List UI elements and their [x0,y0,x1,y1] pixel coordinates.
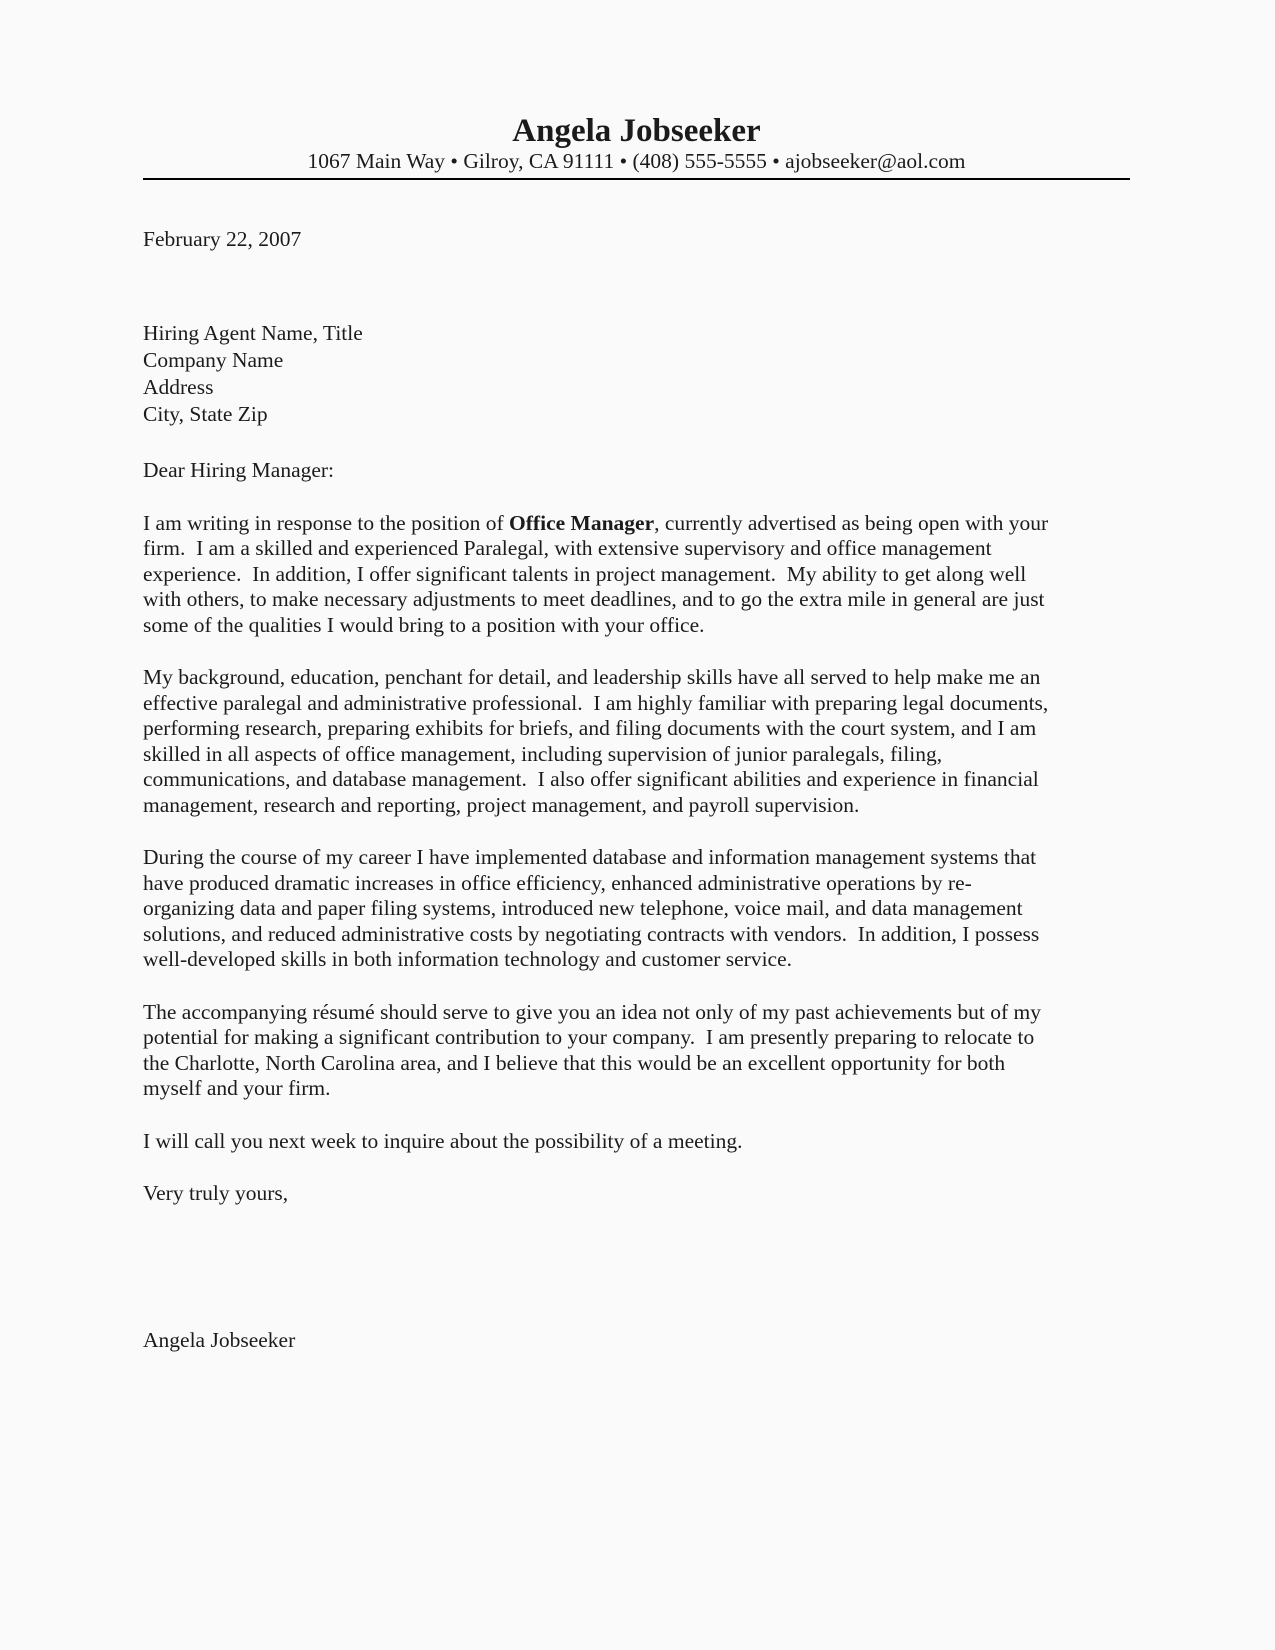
paragraph-intro-rest [143,536,1130,638]
letter-header [143,114,1130,180]
text-line: Company Name [143,348,284,372]
text-line: well-developed skills in both information technology and customer service. [143,947,793,971]
paragraph-intro [143,511,1130,639]
text-line: myself and your firm. [143,1076,331,1100]
text-line [143,511,1130,537]
text-line: During the course of my career I have implemented database and information management systems that [143,845,1037,869]
text-line: the Charlotte, North Carolina area, and I believe that this would be an excellent opportunity for both [143,1050,1006,1075]
text-line: have produced dramatic increases in office efficiency, enhanced administrative operations by re- [143,870,972,895]
paragraph-followup [143,1129,1130,1155]
text-line: some of the qualities I would bring to a position with your office. [143,612,705,637]
text-line: performing research, preparing exhibits for briefs, and filing documents with the court system, and I am [143,716,1037,740]
letter-date: February 22, 2007 [143,226,302,251]
position-title-bold: Office Manager [509,510,655,535]
recipient-address-block [143,320,1130,428]
text-segment: I am writing in response to the position of [143,510,510,535]
text-line: City, State Zip [143,402,268,426]
text-line: with others, to make necessary adjustments to meet deadlines, and to go the extra mile in general are just [143,587,1045,611]
text-line: I will call you next week to inquire about the possibility of a meeting. [143,1128,743,1153]
text-line: effective paralegal and administrative professional. I am highly familiar with preparing legal documents, [143,690,1049,715]
text-line: experience. In addition, I offer significant talents in project management. My ability to get along well [143,561,1027,586]
sender-contact-line: 1067 Main Way • Gilroy, CA 91111 • (408) 555-5555 • ajobseeker@aol.com [307,149,966,173]
text-line: The accompanying résumé should serve to give you an idea not only of my past achievements but of my [143,999,1041,1024]
text-line: My background, education, penchant for detail, and leadership skills have all served to help make me an [143,665,1041,689]
text-line: management, research and reporting, project management, and payroll supervision. [143,792,860,817]
text-line: potential for making a significant contribution to your company. I am presently preparing to relocate to [143,1025,1035,1049]
signature-name: Angela Jobseeker [143,1327,296,1352]
paragraph-background [143,665,1130,818]
text-line: Address [143,375,214,399]
closing-valediction: Very truly yours, [143,1181,289,1205]
sender-name: Angela Jobseeker [512,113,761,149]
paragraph-career [143,845,1130,973]
text-line: solutions, and reduced administrative costs by negotiating contracts with vendors. In addition, I possess [143,921,1040,946]
text-line: communications, and database management. I also offer significant abilities and experience in financial [143,767,1039,791]
header-divider [143,178,1130,180]
text-segment: , currently advertised as being open with your [654,510,1049,535]
text-line: firm. I am a skilled and experienced Paralegal, with extensive supervisory and office management [143,536,992,560]
paragraph-resume [143,1000,1130,1102]
text-line: skilled in all aspects of office management, including supervision of junior paralegals, filing, [143,741,943,766]
salutation: Dear Hiring Manager: [143,458,335,482]
text-line: Hiring Agent Name, Title [143,321,363,345]
text-line: organizing data and paper filing systems, introduced new telephone, voice mail, and data management [143,896,1023,920]
